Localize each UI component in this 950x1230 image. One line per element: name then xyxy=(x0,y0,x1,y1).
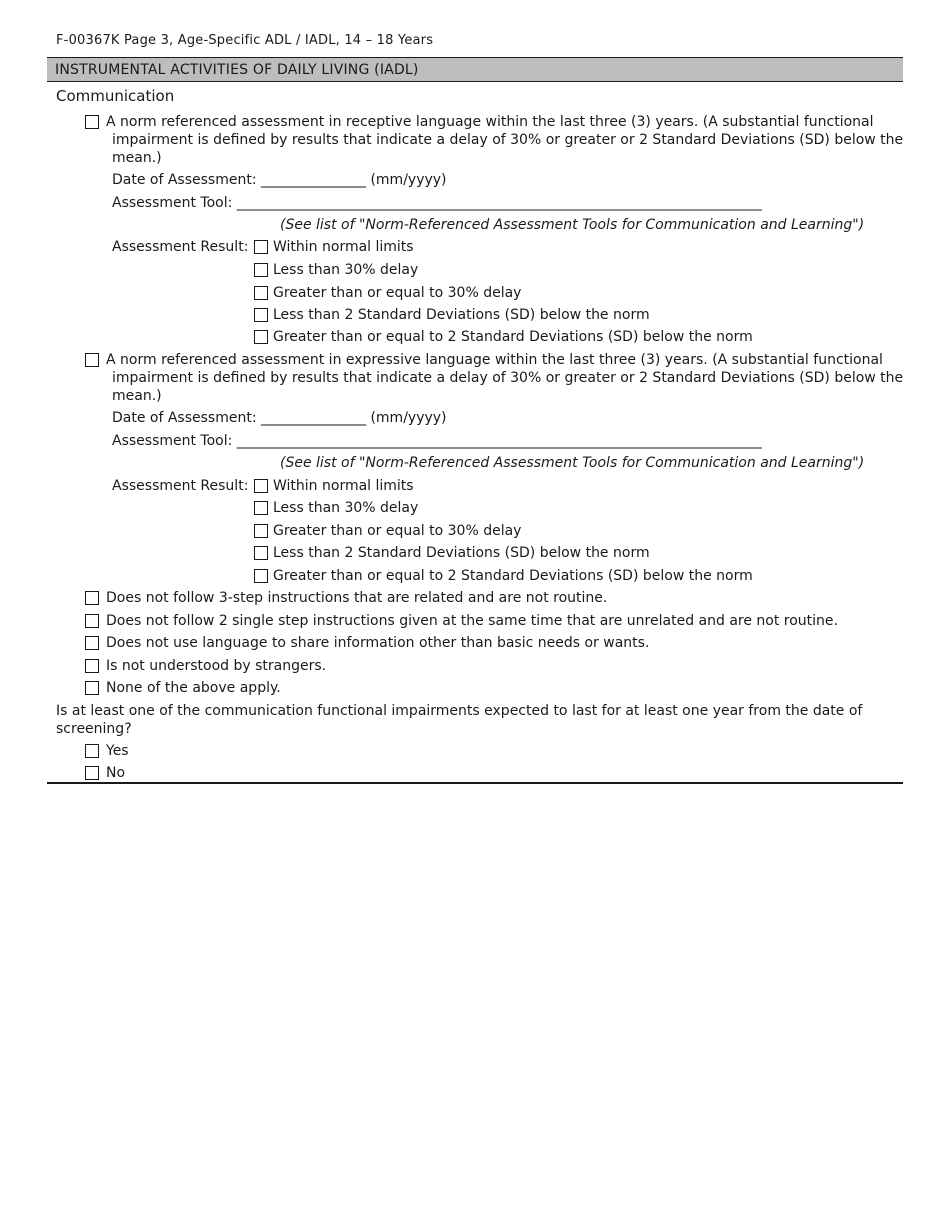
expressive-text-line2: impairment is defined by results that indicate a delay of 30% or greater or 2 Standard Deviations (SD) below the xyxy=(112,370,904,386)
item-label: Does not follow 2 single step instructions given at the same time that are unrelated and are not routine. xyxy=(106,613,838,629)
yes-checkbox[interactable] xyxy=(85,744,99,758)
receptive-date-field[interactable]: Date of Assessment: _______________ (mm/yyyy) xyxy=(112,172,447,188)
yes-label: Yes xyxy=(106,743,129,759)
section-subheading: Communication xyxy=(56,87,175,105)
expressive-option-label: Less than 30% delay xyxy=(273,500,419,516)
expressive-option-checkbox[interactable] xyxy=(254,524,268,538)
receptive-text-line2: impairment is defined by results that indicate a delay of 30% or greater or 2 Standard Deviations (SD) below the xyxy=(112,132,904,148)
item-label: Is not understood by strangers. xyxy=(106,658,327,674)
receptive-see-list-note: (See list of "Norm-Referenced Assessment Tools for Communication and Learning") xyxy=(280,217,865,233)
expressive-option-label: Within normal limits xyxy=(273,478,414,494)
form-id: F-00367K Page 3, Age-Specific ADL / IADL, 14 – 18 Years xyxy=(56,33,434,48)
receptive-option-label: Less than 30% delay xyxy=(273,262,419,278)
receptive-text-line1: A norm referenced assessment in receptive language within the last three (3) years. (A substantial functional xyxy=(106,114,874,130)
receptive-option-label: Greater than or equal to 2 Standard Deviations (SD) below the norm xyxy=(273,329,753,345)
duration-question-line1: Is at least one of the communication functional impairments expected to last for at least one year from the date of xyxy=(56,703,863,719)
item-checkbox[interactable] xyxy=(85,659,99,673)
expressive-option-checkbox[interactable] xyxy=(254,569,268,583)
expressive-assessment-checkbox[interactable] xyxy=(85,353,99,367)
expressive-tool-field[interactable]: Assessment Tool: ___________________________________________________________________________ xyxy=(112,433,762,449)
receptive-option-checkbox[interactable] xyxy=(254,286,268,300)
receptive-option-checkbox[interactable] xyxy=(254,308,268,322)
expressive-option-checkbox[interactable] xyxy=(254,479,268,493)
expressive-text-line3: mean.) xyxy=(112,388,162,404)
receptive-tool-field[interactable]: Assessment Tool: ___________________________________________________________________________ xyxy=(112,195,762,211)
expressive-text-line1: A norm referenced assessment in expressive language within the last three (3) years. (A substantial functional xyxy=(106,352,883,368)
expressive-option-checkbox[interactable] xyxy=(254,546,268,560)
receptive-option-checkbox[interactable] xyxy=(254,263,268,277)
expressive-option-checkbox[interactable] xyxy=(254,501,268,515)
item-checkbox[interactable] xyxy=(85,636,99,650)
receptive-option-label: Within normal limits xyxy=(273,239,414,255)
receptive-option-label: Less than 2 Standard Deviations (SD) below the norm xyxy=(273,307,650,323)
expressive-see-list-note: (See list of "Norm-Referenced Assessment Tools for Communication and Learning") xyxy=(280,455,865,471)
item-label: Does not use language to share information other than basic needs or wants. xyxy=(106,635,650,651)
expressive-option-label: Less than 2 Standard Deviations (SD) below the norm xyxy=(273,545,650,561)
item-checkbox[interactable] xyxy=(85,681,99,695)
section-header-bar xyxy=(47,57,903,82)
receptive-assessment-checkbox[interactable] xyxy=(85,115,99,129)
duration-question-line2: screening? xyxy=(56,721,132,737)
section-bottom-rule xyxy=(47,782,903,784)
receptive-option-checkbox[interactable] xyxy=(254,240,268,254)
receptive-option-checkbox[interactable] xyxy=(254,330,268,344)
expressive-result-label: Assessment Result: xyxy=(112,478,249,494)
item-label: Does not follow 3-step instructions that are related and are not routine. xyxy=(106,590,608,606)
expressive-option-label: Greater than or equal to 30% delay xyxy=(273,523,522,539)
item-label: None of the above apply. xyxy=(106,680,281,696)
receptive-result-label: Assessment Result: xyxy=(112,239,249,255)
receptive-text-line3: mean.) xyxy=(112,150,162,166)
expressive-date-field[interactable]: Date of Assessment: _______________ (mm/yyyy) xyxy=(112,410,447,426)
item-checkbox[interactable] xyxy=(85,591,99,605)
expressive-option-label: Greater than or equal to 2 Standard Deviations (SD) below the norm xyxy=(273,568,753,584)
item-checkbox[interactable] xyxy=(85,614,99,628)
no-label: No xyxy=(106,765,126,781)
section-title: INSTRUMENTAL ACTIVITIES OF DAILY LIVING (IADL) xyxy=(55,62,419,78)
no-checkbox[interactable] xyxy=(85,766,99,780)
receptive-option-label: Greater than or equal to 30% delay xyxy=(273,285,522,301)
